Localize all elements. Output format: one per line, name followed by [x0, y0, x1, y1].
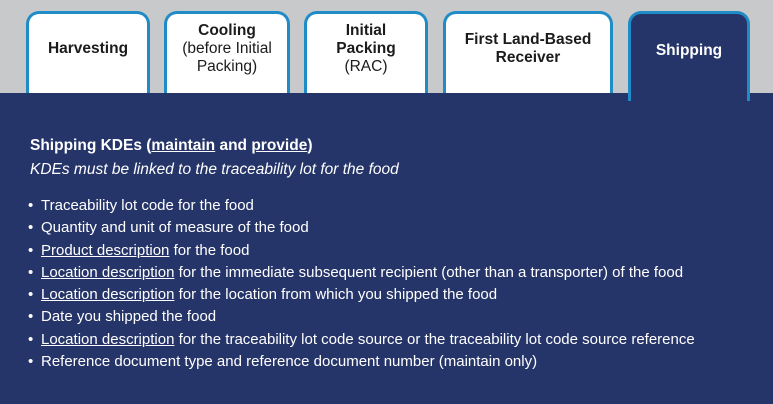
tab-bar [0, 0, 773, 93]
list-item [28, 351, 695, 373]
tab-first-land-based-receiver[interactable] [443, 11, 613, 97]
bullet-icon: • [28, 286, 34, 304]
tab-label: First Land-Based [464, 30, 592, 48]
item-text: Reference document type and reference document number (maintain only) [41, 353, 538, 371]
product-description-link[interactable]: Product description [41, 241, 170, 259]
panel-heading [30, 137, 312, 155]
bullet-icon: • [28, 308, 34, 326]
bullet-icon: • [28, 263, 34, 281]
maintain-link[interactable]: maintain [151, 137, 216, 154]
tab-label: Cooling [198, 21, 256, 39]
bullet-icon: • [28, 241, 34, 259]
tab-harvesting[interactable] [26, 11, 150, 97]
item-text: for the traceability lot code source or the traceability lot code source reference [174, 330, 695, 348]
bullet-icon: • [28, 219, 34, 237]
tab-label-line3: (RAC) [344, 57, 388, 75]
list-item [28, 306, 695, 328]
heading-suffix: ) [307, 137, 313, 154]
tab-label-line2: Receiver [495, 48, 561, 66]
list-item [28, 240, 695, 262]
provide-link[interactable]: provide [251, 137, 308, 154]
tab-label-line2: Packing [336, 39, 396, 57]
item-text: Traceability lot code for the food [41, 197, 254, 214]
panel-subheading: KDEs must be linked to the traceability lot for the food [30, 161, 399, 178]
item-text: for the location from which you shipped the food [174, 286, 498, 304]
item-text: for the immediate subsequent recipient (other than a transporter) of the food [174, 263, 684, 281]
item-text: Date you shipped the food [41, 308, 217, 326]
tab-cooling[interactable] [164, 11, 290, 97]
tab-initial-packing[interactable] [304, 11, 428, 97]
list-item [28, 262, 695, 284]
bullet-icon: • [28, 330, 34, 348]
list-item [28, 195, 695, 217]
tab-shipping[interactable] [628, 11, 750, 101]
list-item [28, 284, 695, 306]
bullet-icon: • [28, 353, 34, 371]
list-item [28, 329, 695, 351]
content-panel [0, 93, 773, 404]
location-description-link[interactable]: Location description [41, 263, 175, 281]
tab-label: Initial [345, 21, 387, 39]
location-description-link[interactable]: Location description [41, 286, 175, 304]
tab-label: Shipping [655, 41, 723, 59]
kde-list [28, 195, 695, 373]
list-item [28, 217, 695, 239]
tab-label: Harvesting [47, 39, 129, 57]
location-description-link[interactable]: Location description [41, 330, 175, 348]
heading-prefix: Shipping KDEs ( [30, 137, 152, 154]
tab-label-line2: (before Initial [182, 39, 272, 57]
item-text: for the food [169, 241, 250, 259]
bullet-icon: • [28, 197, 34, 214]
tab-label-line3: Packing) [196, 57, 258, 75]
heading-and: and [215, 137, 252, 154]
item-text: Quantity and unit of measure of the food [41, 219, 309, 237]
